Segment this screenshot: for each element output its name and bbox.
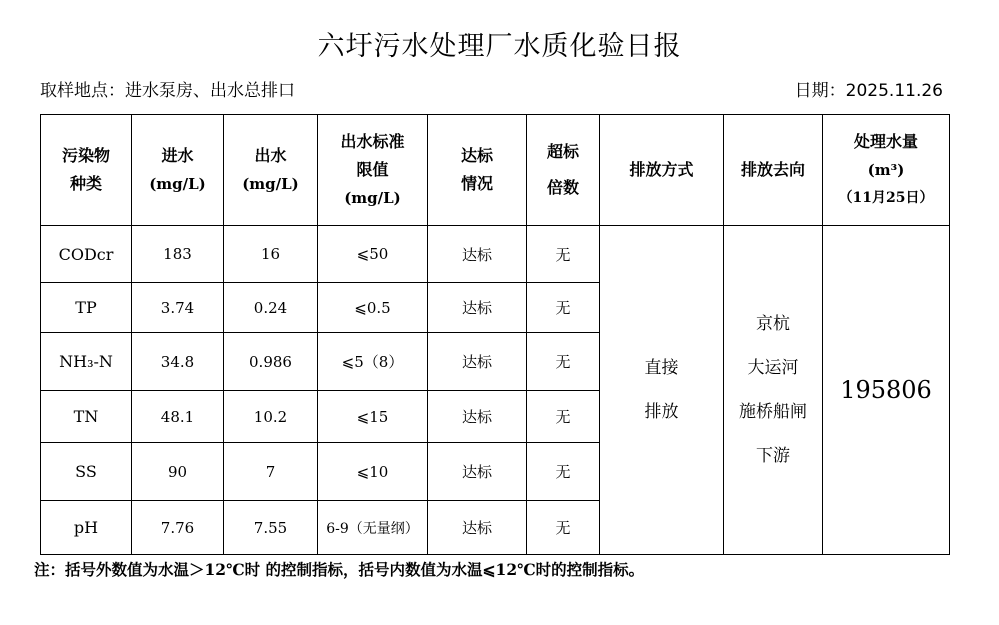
exceed-factor: 无 [527,391,600,443]
outflow-value: 0.24 [224,283,318,333]
pollutant-name: TP [41,283,132,333]
outflow-value: 7 [224,443,318,501]
pollutant-name: SS [41,443,132,501]
compliance-status: 达标 [428,283,527,333]
compliance-status: 达标 [428,333,527,391]
pollutant-name: CODcr [41,226,132,283]
pollutant-name: pH [41,501,132,555]
exceed-factor: 无 [527,333,600,391]
header-compliance: 达标 情况 [428,115,527,226]
header-treated-volume: 处理水量 (m³) （11月25日） [823,115,950,226]
outflow-value: 0.986 [224,333,318,391]
header-standard-limit: 出水标准 限值 (mg/L) [318,115,428,226]
outflow-value: 10.2 [224,391,318,443]
header-discharge-method: 排放方式 [600,115,724,226]
compliance-status: 达标 [428,226,527,283]
compliance-status: 达标 [428,391,527,443]
exceed-factor: 无 [527,283,600,333]
standard-limit: ⩽0.5 [318,283,428,333]
table-row [41,226,950,283]
standard-limit: ⩽5（8） [318,333,428,391]
inflow-value: 48.1 [132,391,224,443]
exceed-factor: 无 [527,226,600,283]
sampling-location: 取样地点：进水泵房、出水总排口 [40,81,295,101]
header-exceed-factor: 超标 倍数 [527,115,600,226]
standard-limit: 6-9（无量纲） [318,501,428,555]
inflow-value: 7.76 [132,501,224,555]
header-row [41,115,950,226]
header-discharge-destination: 排放去向 [724,115,823,226]
report-date: 日期：2025.11.26 [794,81,943,101]
inflow-value: 3.74 [132,283,224,333]
exceed-factor: 无 [527,443,600,501]
inflow-value: 34.8 [132,333,224,391]
inflow-value: 90 [132,443,224,501]
standard-limit: ⩽10 [318,443,428,501]
pollutant-name: TN [41,391,132,443]
report-title: 六圩污水处理厂水质化验日报 [317,31,682,62]
discharge-method: 直接 排放 [600,226,724,555]
footnote: 注：括号外数值为水温＞12℃时 的控制指标，括号内数值为水温⩽12℃时的控制指标。 [34,560,645,579]
standard-limit: ⩽50 [318,226,428,283]
outflow-value: 7.55 [224,501,318,555]
header-inflow: 进水 (mg/L) [132,115,224,226]
pollutant-name: NH₃-N [41,333,132,391]
header-pollutant: 污染物 种类 [41,115,132,226]
header-outflow: 出水 (mg/L) [224,115,318,226]
exceed-factor: 无 [527,501,600,555]
discharge-destination: 京杭 大运河 施桥船闸 下游 [724,226,823,555]
compliance-status: 达标 [428,443,527,501]
standard-limit: ⩽15 [318,391,428,443]
inflow-value: 183 [132,226,224,283]
water-quality-table [40,114,950,555]
treated-volume: 195806 [823,226,950,555]
compliance-status: 达标 [428,501,527,555]
outflow-value: 16 [224,226,318,283]
